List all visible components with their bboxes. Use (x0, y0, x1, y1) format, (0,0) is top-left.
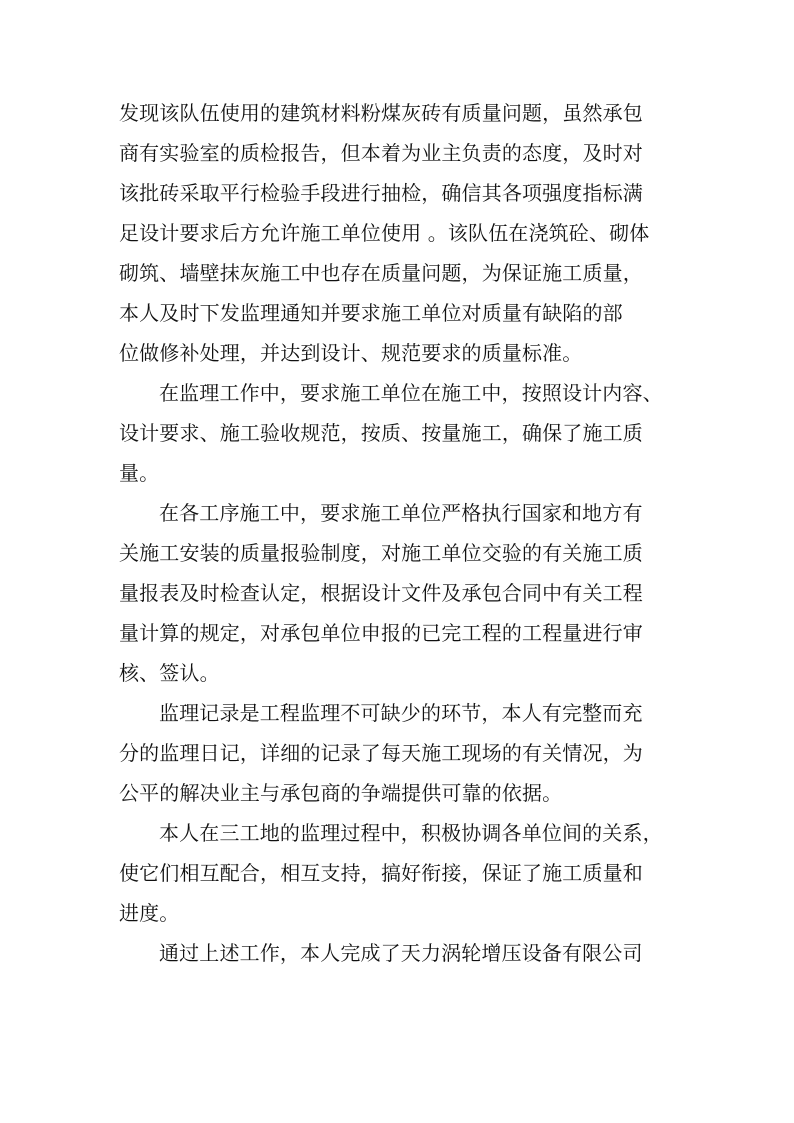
paragraph (119, 93, 677, 373)
paragraph (119, 933, 677, 973)
text-line: 公平的解决业主与承包商的争端提供可靠的依据。 (119, 781, 563, 805)
text-line: 在各工序施工中，要求施工单位严格执行国家和地方有 (159, 501, 643, 525)
paragraph (119, 493, 677, 693)
text-line: 分的监理日记，详细的记录了每天施工现场的有关情况，为 (119, 741, 643, 765)
text-line: 足设计要求后方允许施工单位使用 。该队伍在浇筑砼、砌体 (119, 221, 650, 245)
text-line: 通过上述工作，本人完成了天力涡轮增压设备有限公司 (159, 941, 643, 965)
text-line: 量。 (119, 461, 160, 485)
text-line: 在监理工作中，要求施工单位在施工中，按照设计内容、 (159, 381, 663, 405)
text-line: 砌筑、墙壁抹灰施工中也存在质量问题，为保证施工质量， (119, 261, 643, 285)
text-line: 本人及时下发监理通知并要求施工单位对质量有缺陷的部 (119, 301, 623, 325)
text-line: 发现该队伍使用的建筑材料粉煤灰砖有质量问题，虽然承包 (119, 101, 643, 125)
document-body (119, 93, 677, 973)
paragraph (119, 813, 677, 933)
paragraph (119, 373, 677, 493)
text-line: 位做修补处理，并达到设计、规范要求的质量标准。 (119, 341, 583, 365)
text-line: 商有实验室的质检报告，但本着为业主负责的态度，及时对 (119, 141, 643, 165)
text-line: 进度。 (119, 901, 180, 925)
text-line: 该批砖采取平行检验手段进行抽检，确信其各项强度指标满 (119, 181, 643, 205)
text-line: 量报表及时检查认定，根据设计文件及承包合同中有关工程 (119, 581, 643, 605)
text-line: 关施工安装的质量报验制度，对施工单位交验的有关施工质 (119, 541, 643, 565)
text-line: 核、签认。 (119, 661, 220, 685)
text-line: 监理记录是工程监理不可缺少的环节，本人有完整而充 (159, 701, 643, 725)
text-line: 量计算的规定，对承包单位申报的已完工程的工程量进行审 (119, 621, 643, 645)
paragraph (119, 693, 677, 813)
text-line: 设计要求、施工验收规范，按质、按量施工，确保了施工质 (119, 421, 643, 445)
text-line: 本人在三工地的监理过程中，积极协调各单位间的关系， (159, 821, 663, 845)
text-line: 使它们相互配合，相互支持，搞好衔接，保证了施工质量和 (119, 861, 643, 885)
